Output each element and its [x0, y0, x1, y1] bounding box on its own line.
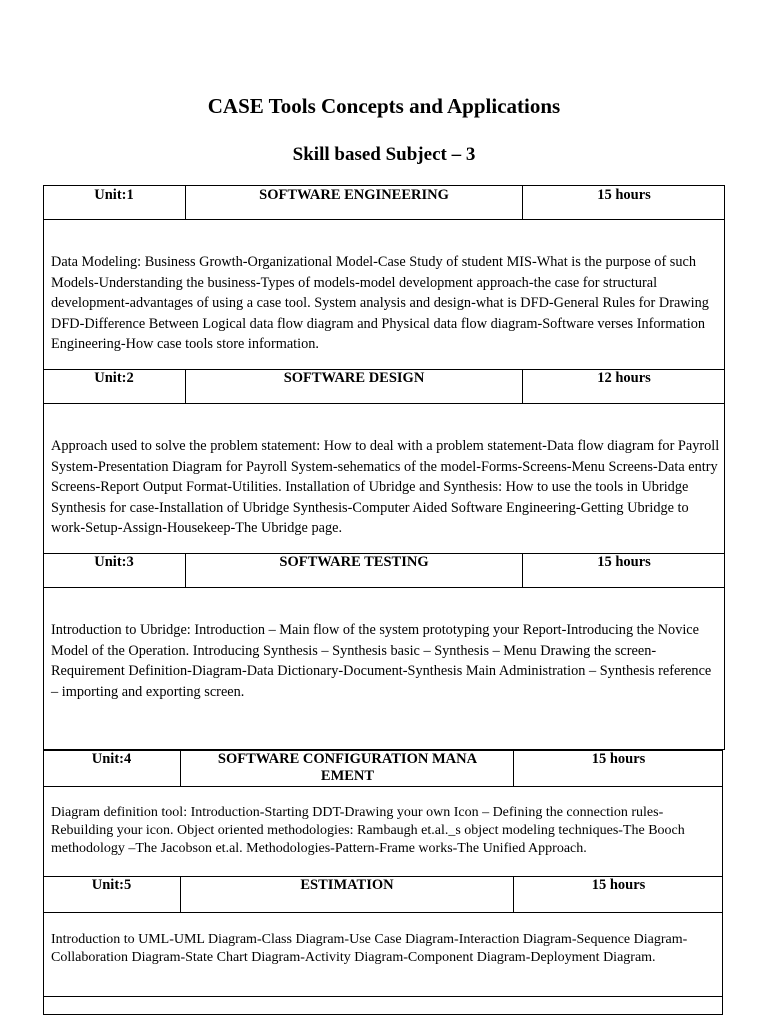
- document-title: CASE Tools Concepts and Applications: [207, 94, 561, 118]
- unit-1-label: Unit:1: [94, 187, 134, 203]
- unit-2-content: Approach used to solve the problem statement: How to deal with a problem statement-Data flow diagram for Payroll System-Presentation Diagram for Payroll System-sehematics of the model-Forms-Screens-Menu Screens-Data entry Screens-Report Output Format-Utilities. Installation of Ubridge and Synthesis: How to use the tools in Ubridge Synthesis for case-Installation of Ubridge Synthesis-Computer Aided Software Engineering-Getting Ubridge to work-Setup-Assign-Housekeep-The Ubridge page.: [51, 438, 720, 536]
- unit-5-header-rule: [43, 912, 723, 913]
- unit-1-hours: 15 hours: [597, 187, 651, 203]
- unit-4-hours: 15 hours: [591, 751, 646, 767]
- unit-2-hours: 12 hours: [597, 370, 651, 386]
- unit-5-hours: 15 hours: [591, 877, 646, 893]
- unit-2-label: Unit:2: [94, 370, 134, 386]
- unit-3-hours: 15 hours: [597, 554, 651, 570]
- unit-4-label: Unit:4: [91, 751, 132, 767]
- unit-2-header-rule: [43, 403, 725, 404]
- table-bottom-rule: [43, 996, 723, 997]
- unit-1-header-rule: [43, 219, 725, 220]
- unit-4-col-divider-a: [180, 750, 181, 787]
- unit-3-label: Unit:3: [94, 554, 134, 570]
- unit-4-topic: SOFTWARE CONFIGURATION MANA EMENT: [217, 751, 478, 784]
- unit-3-content: Introduction to Ubridge: Introduction – Main flow of the system prototyping your Report-Introducing the Novice Model of the Operation. Introducing Synthesis – Synthesis basic – Synthesis – Menu Drawing the screen-Requirement Definition-Diagram-Data Dictionary-Document-Synthesis Main Administration – Synthesis reference – importing and exporting screen.: [51, 622, 712, 700]
- unit-4-header-rule: [43, 786, 723, 787]
- unit-4-content: Diagram definition tool: Introduction-Starting DDT-Drawing your own Icon – Defining the connection rules-Rebuilding your icon. Object oriented methodologies: Rambaugh et.al._s object modeling techniques-The Booch methodology –The Jacobson et.al. Methodologies-Pattern-Frame works-The Unified Approach.: [51, 805, 685, 856]
- unit-1-topic: SOFTWARE ENGINEERING: [259, 187, 449, 203]
- document-subtitle: Skill based Subject – 3: [292, 144, 476, 165]
- unit-5-label: Unit:5: [91, 877, 132, 893]
- unit-1-content: Data Modeling: Business Growth-Organizational Model-Case Study of student MIS-What is the purpose of such Models-Understanding the business-Types of models-model development approach-the case for structural development-advantages of using a case tool. System analysis and design-what is DFD-General Rules for Drawing DFD-Difference Between Logical data flow diagram and Physical data flow diagram-Software verses Information Engineering-How case tools store information.: [51, 254, 709, 352]
- unit-3-topic: SOFTWARE TESTING: [279, 554, 429, 570]
- unit-2-topic: SOFTWARE DESIGN: [283, 370, 425, 386]
- unit-5-topic: ESTIMATION: [300, 877, 394, 893]
- unit-3-header-rule: [43, 587, 725, 588]
- unit-5-content: Introduction to UML-UML Diagram-Class Diagram-Use Case Diagram-Interaction Diagram-Sequence Diagram-Collaboration Diagram-State Chart Diagram-Activity Diagram-Component Diagram-Deployment Diagram.: [51, 932, 688, 965]
